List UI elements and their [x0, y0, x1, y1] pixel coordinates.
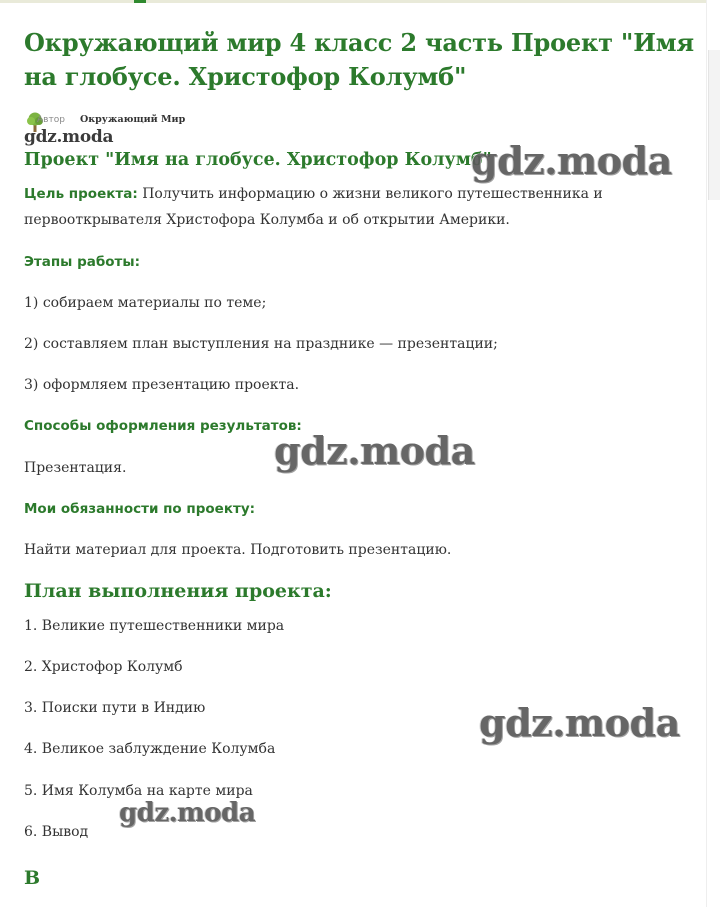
- section-title: Проект "Имя на глобусе. Христофор Колумб": [24, 150, 492, 170]
- top-accent-tab: [134, 0, 146, 3]
- results-text: Презентация.: [24, 460, 127, 476]
- stages-label-paragraph: [24, 249, 684, 275]
- duties-text: Найти материал для проекта. Подготовить презентацию.: [24, 542, 452, 558]
- author-name[interactable]: Окружающий Мир: [80, 114, 186, 125]
- scrollbar-edge: [706, 0, 707, 907]
- duties-label-paragraph: [24, 496, 684, 522]
- cut-off-heading: В: [24, 867, 41, 889]
- plan-item: 3. Поиски пути в Индию: [24, 700, 206, 716]
- plan-item: 2. Христофор Колумб: [24, 659, 183, 675]
- plan-item: 1. Великие путешественники мира: [24, 618, 285, 634]
- plan-item: 4. Великое заблуждение Колумба: [24, 741, 276, 757]
- plan-item: 6. Вывод: [24, 824, 89, 840]
- plan-heading: План выполнения проекта:: [24, 580, 332, 602]
- goal-label: Цель проекта:: [24, 186, 138, 202]
- stage-item: 1) собираем материалы по теме;: [24, 295, 267, 311]
- author-prefix: Автор: [37, 115, 65, 125]
- watermark: gdz.moda: [479, 700, 680, 745]
- scrollbar-thumb[interactable]: [708, 50, 720, 200]
- duties-label: Мои обязанности по проекту:: [24, 501, 256, 517]
- watermark: gdz.moda: [471, 138, 672, 183]
- page-title: Окружающий мир 4 класс 2 часть Проект "Имя на глобусе. Христофор Колумб": [24, 28, 694, 91]
- stages-label: Этапы работы:: [24, 254, 140, 270]
- goal-paragraph: [24, 181, 684, 233]
- plan-item: 5. Имя Колумба на карте мира: [24, 783, 253, 799]
- site-logo[interactable]: gdz.moda: [24, 127, 114, 147]
- goal-text: Получить информацию о жизни великого путешественника и первооткрывателя Христофора Колумба и об открытии Америки.: [24, 186, 603, 228]
- results-label: Способы оформления результатов:: [24, 418, 302, 434]
- watermark: gdz.moda: [274, 428, 475, 473]
- scrollbar[interactable]: [706, 0, 719, 907]
- top-divider: [0, 0, 706, 3]
- watermark: gdz.moda: [119, 798, 256, 828]
- stage-item: 2) составляем план выступления на празднике — презентации;: [24, 336, 498, 352]
- stage-item: 3) оформляем презентацию проекта.: [24, 377, 300, 393]
